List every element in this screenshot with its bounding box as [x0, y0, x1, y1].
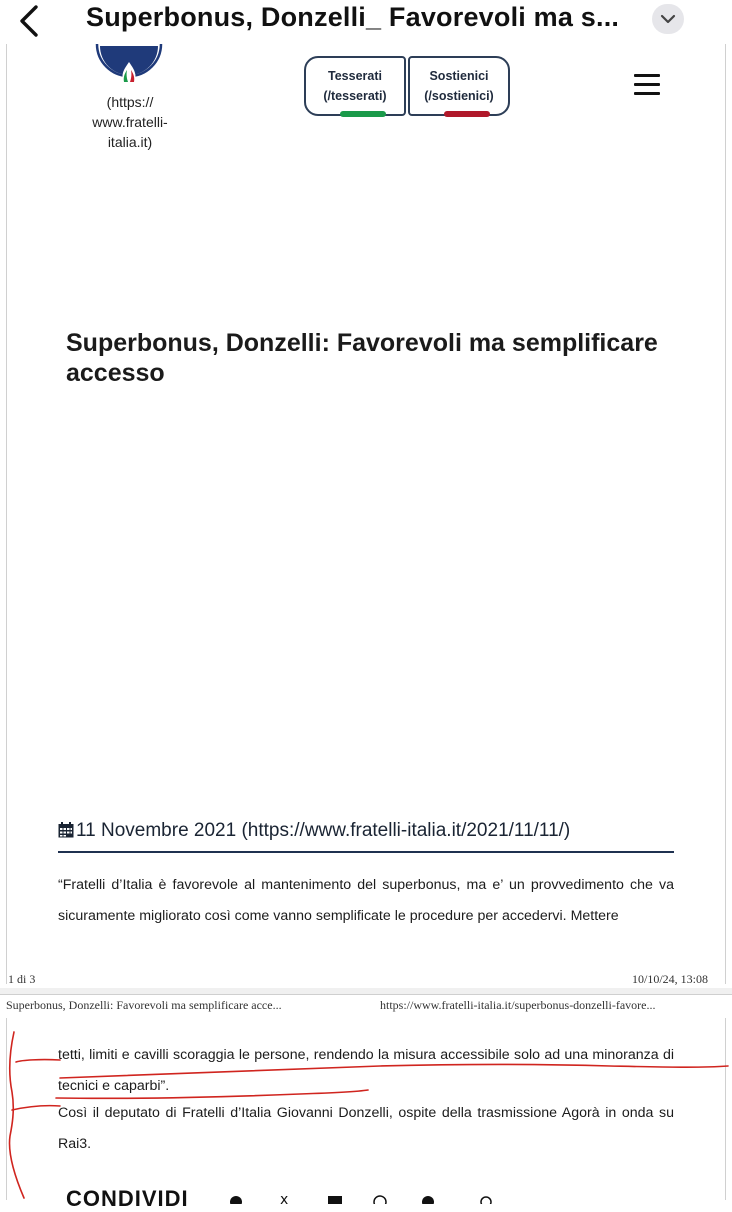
article-headline: Superbonus, Donzelli: Favorevoli ma semplificare accesso: [66, 329, 658, 387]
linkedin-icon: [422, 1196, 434, 1204]
share-label: CONDIVIDI: [66, 1186, 189, 1211]
page-number: 1 di 3: [8, 972, 36, 986]
print-page-title: Superbonus, Donzelli: Favorevoli ma semplificare acce...: [6, 998, 282, 1012]
options-button[interactable]: [652, 4, 684, 34]
divider: [58, 851, 674, 853]
pdf-page-1: [6, 44, 726, 984]
print-page-url: https://www.fratelli-italia.it/superbonus-donzelli-favore...: [380, 998, 656, 1012]
share-icons[interactable]: [228, 1190, 528, 1204]
telegram-icon: [328, 1196, 342, 1204]
sostienici-color-bar: [444, 111, 490, 117]
email-icon: [481, 1197, 491, 1204]
article-paragraph-3: Così il deputato di Fratelli d’Italia Giovanni Donzelli, ospite della trasmissione Agorà in onda su Rai3.: [58, 1105, 674, 1152]
x-icon: x: [280, 1192, 289, 1204]
whatsapp-icon: [374, 1196, 386, 1204]
document-title: Superbonus, Donzelli_ Favorevoli ma s...: [86, 2, 620, 32]
article-paragraph-2: tetti, limiti e cavilli scoraggia le persone, rendendo la misura accessibile solo ad una minoranza di tecnici e caparbi”.: [58, 1047, 674, 1094]
article-date-text: 11 Novembre 2021 (https://www.fratelli-italia.it/2021/11/11/): [76, 820, 571, 841]
chevron-down-icon: [652, 4, 684, 34]
article-date[interactable]: [58, 820, 678, 842]
sostienici-button[interactable]: [408, 56, 510, 116]
sostienici-link: (/sostienici): [424, 89, 494, 103]
hamburger-menu-icon[interactable]: [634, 74, 660, 96]
tesserati-label: Tesserati: [328, 69, 382, 83]
party-logo[interactable]: [95, 44, 163, 88]
tesserati-link: (/tesserati): [323, 89, 387, 103]
tesserati-button[interactable]: [304, 56, 406, 116]
chevron-left-icon[interactable]: [14, 4, 48, 38]
article-paragraph-1: “Fratelli d’Italia è favorevole al mantenimento del superbonus, ma e’ un provvedimento che va sicuramente migliorato così come vanno semplificate le procedure per accedervi. Mettere: [58, 877, 674, 924]
facebook-icon: [230, 1196, 242, 1204]
sostienici-label: Sostienici: [429, 69, 489, 83]
print-datetime: 10/10/24, 13:08: [631, 972, 708, 986]
logo-link[interactable]: (https:// www.fratelli- italia.it): [92, 94, 168, 150]
tesserati-color-bar: [340, 111, 386, 117]
calendar-icon: [58, 822, 74, 838]
